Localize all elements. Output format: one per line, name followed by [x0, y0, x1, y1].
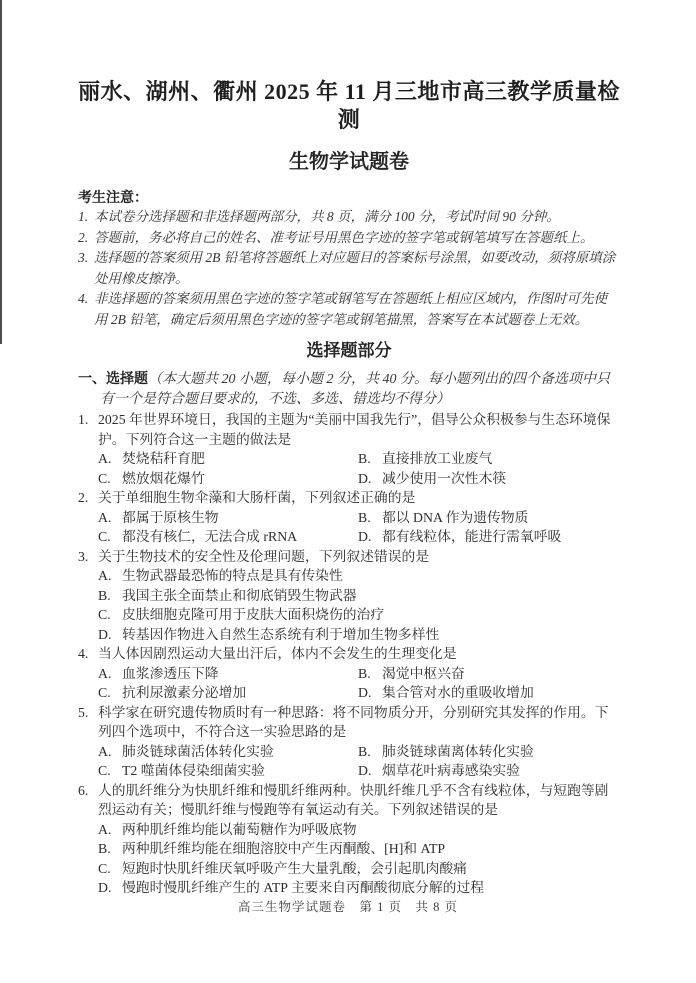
- notice-item: [78, 207, 620, 228]
- notice-item-number: 2.: [78, 229, 89, 245]
- option-label: C.: [98, 860, 111, 876]
- option-text: 生物武器最恐怖的特点是具有传染性: [122, 568, 343, 583]
- option-label: C.: [98, 685, 111, 700]
- options-grid: [98, 508, 620, 547]
- notice-item: [78, 228, 620, 249]
- option-label: D.: [358, 529, 372, 544]
- option-text: 皮肤细胞克隆可用于皮肤大面积烧伤的治疗: [122, 607, 385, 622]
- options-grid: [98, 820, 620, 898]
- option-item: [98, 664, 358, 684]
- option-label: B.: [358, 665, 371, 681]
- section-title: 选择题部分: [306, 341, 392, 360]
- option-label: B.: [98, 841, 111, 856]
- option-text: 都没有核仁，无法合成 rRNA: [122, 529, 298, 544]
- question-group-note: （本大题共 20 小题，每小题 2 分，共 40 分。每小题列出的四个备选项中只有一个是符合题目要求的，不选、多选、错选均不得分）: [100, 372, 610, 407]
- option-label: B.: [98, 587, 111, 603]
- option-item: [358, 742, 620, 762]
- page-title: 丽水、湖州、衢州 2025 年 11 月三地市高三教学质量检测: [78, 79, 620, 132]
- question-head: [78, 547, 620, 567]
- option-label: D.: [358, 470, 372, 486]
- option-text: 直接排放工业废气: [382, 451, 493, 466]
- notice-heading: 考生注意：: [78, 189, 148, 205]
- question-stem: 科学家在研究遗传物质时有一种思路：将不同物质分开，分别研究其发挥的作用。下列四个选项中，不符合这一实验思路的是: [98, 704, 609, 739]
- option-item: [98, 683, 358, 703]
- option-label: A.: [98, 665, 112, 681]
- option-item: [98, 761, 358, 781]
- option-item: [98, 586, 620, 606]
- option-text: 焚烧秸秆育肥: [122, 451, 205, 466]
- option-text: 两种肌纤维均能在细胞溶胶中产生丙酮酸、[H]和 ATP: [122, 841, 446, 856]
- option-label: A.: [98, 451, 112, 466]
- option-text: 转基因作物进入自然生态系统有利于增加生物多样性: [122, 626, 440, 642]
- options-grid: [98, 742, 620, 781]
- option-label: B.: [358, 451, 371, 466]
- option-item: [358, 664, 620, 684]
- option-label: B.: [358, 509, 371, 525]
- notice-item: [78, 248, 620, 289]
- question-number: 5.: [78, 704, 89, 720]
- option-item: [98, 878, 620, 898]
- option-label: C.: [98, 470, 111, 486]
- option-item: [98, 508, 358, 528]
- notice-item-number: 3.: [78, 250, 89, 265]
- question-head: [78, 703, 620, 742]
- notice-item-text: 答题前，务必将自己的姓名、准考证号用黑色字迹的签字笔或钢笔填写在答题纸上。: [94, 229, 594, 245]
- question-stem: 当人体因剧烈运动大量出汗后，体内不会发生的生理变化是: [98, 646, 457, 661]
- option-item: [98, 839, 620, 859]
- option-label: D.: [98, 626, 112, 642]
- option-item: [98, 469, 358, 489]
- options-grid: [98, 566, 620, 644]
- option-item: [98, 449, 358, 469]
- option-item: [98, 527, 358, 547]
- option-text: T2 噬菌体侵染细菌实验: [122, 763, 265, 778]
- option-text: 血浆渗透压下降: [122, 665, 219, 681]
- question-number: 4.: [78, 646, 89, 661]
- option-label: A.: [98, 509, 112, 525]
- question-block: [78, 781, 620, 898]
- option-item: [358, 527, 620, 547]
- option-text: 燃放烟花爆竹: [122, 470, 205, 486]
- option-item: [98, 605, 620, 625]
- option-text: 烟草花叶病毒感染实验: [382, 763, 520, 778]
- option-text: 都属于原核生物: [122, 509, 219, 525]
- option-item: [98, 859, 620, 879]
- question-group-heading: [78, 368, 620, 410]
- page-subtitle: 生物学试题卷: [289, 151, 409, 173]
- option-item: [358, 508, 620, 528]
- question-stem: 人的肌纤维分为快肌纤维和慢肌纤维两种。快肌纤维几乎不含有线粒体，与短跑等剧烈运动有关；慢肌纤维与慢跑等有氧运动有关。下列叙述错误的是: [98, 782, 609, 817]
- notice-item-text: 非选择题的答案须用黑色字迹的签字笔或钢笔写在答题纸上相应区域内，作图时可先使用 2B 铅笔，确定后须用黑色字迹的签字笔或钢笔描黑，答案写在本试题卷上无效。: [94, 291, 607, 327]
- option-item: [358, 469, 620, 489]
- option-text: 减少使用一次性木筷: [382, 470, 507, 486]
- option-item: [98, 625, 620, 645]
- option-item: [358, 683, 620, 703]
- question-block: [78, 644, 620, 703]
- question-number: 2.: [78, 490, 89, 505]
- option-label: C.: [98, 763, 111, 778]
- notice-item-text: 本试卷分选择题和非选择题两部分，共 8 页，满分 100 分，考试时间 90 分钟。: [94, 209, 560, 224]
- page-footer: 高三生物学试题卷 第 1 页 共 8 页: [237, 900, 458, 914]
- option-text: 肺炎链球菌活体转化实验: [122, 743, 274, 759]
- option-label: D.: [358, 685, 372, 700]
- question-block: [78, 488, 620, 547]
- question-number: 6.: [78, 782, 89, 798]
- option-label: A.: [98, 743, 112, 759]
- option-text: 渴觉中枢兴奋: [382, 665, 465, 681]
- notice-item-number: 4.: [78, 291, 89, 306]
- options-grid: [98, 664, 620, 703]
- option-label: C.: [98, 529, 111, 544]
- option-item: [98, 820, 620, 840]
- question-block: [78, 547, 620, 645]
- option-label: C.: [98, 607, 111, 622]
- option-label: B.: [358, 743, 371, 759]
- scan-artifact-line: [0, 0, 2, 344]
- question-number: 1.: [78, 412, 89, 427]
- question-group-label: 一、选择题: [78, 370, 148, 386]
- option-text: 都以 DNA 作为遗传物质: [382, 509, 529, 525]
- question-block: [78, 410, 620, 488]
- question-head: [78, 488, 620, 508]
- option-text: 抗利尿激素分泌增加: [122, 685, 247, 700]
- question-number: 3.: [78, 548, 89, 564]
- option-label: A.: [98, 568, 112, 583]
- notice-item-text: 选择题的答案须用 2B 铅笔将答题纸上对应题目的答案标号涂黑，如要改动，须将原填涂处用橡皮擦净。: [94, 250, 616, 286]
- notice-item-number: 1.: [78, 209, 89, 224]
- question-head: [78, 644, 620, 664]
- notice-item: [78, 289, 620, 330]
- option-item: [98, 742, 358, 762]
- option-item: [358, 761, 620, 781]
- question-stem: 关于单细胞生物伞藻和大肠杆菌，下列叙述正确的是: [98, 490, 416, 505]
- option-text: 都有线粒体，能进行需氧呼吸: [382, 529, 562, 544]
- option-text: 短跑时快肌纤维厌氧呼吸产生大量乳酸，会引起肌肉酸痛: [122, 860, 467, 876]
- option-text: 集合管对水的重吸收增加: [382, 685, 534, 700]
- question-stem: 关于生物技术的安全性及伦理问题，下列叙述错误的是: [98, 548, 430, 564]
- question-head: [78, 410, 620, 449]
- option-item: [98, 566, 620, 586]
- option-label: D.: [358, 763, 372, 778]
- question-block: [78, 703, 620, 781]
- option-label: D.: [98, 880, 112, 895]
- question-stem: 2025 年世界环境日，我国的主题为“美丽中国我先行”，倡导公众积极参与生态环境保护。下列符合这一主题的做法是: [98, 412, 611, 447]
- option-text: 肺炎链球菌离体转化实验: [382, 743, 534, 759]
- option-item: [358, 449, 620, 469]
- option-text: 两种肌纤维均能以葡萄糖作为呼吸底物: [122, 821, 357, 837]
- question-head: [78, 781, 620, 820]
- option-label: A.: [98, 821, 112, 837]
- option-text: 我国主张全面禁止和彻底销毁生物武器: [122, 587, 357, 603]
- option-text: 慢跑时慢肌纤维产生的 ATP 主要来自丙酮酸彻底分解的过程: [122, 880, 485, 895]
- options-grid: [98, 449, 620, 488]
